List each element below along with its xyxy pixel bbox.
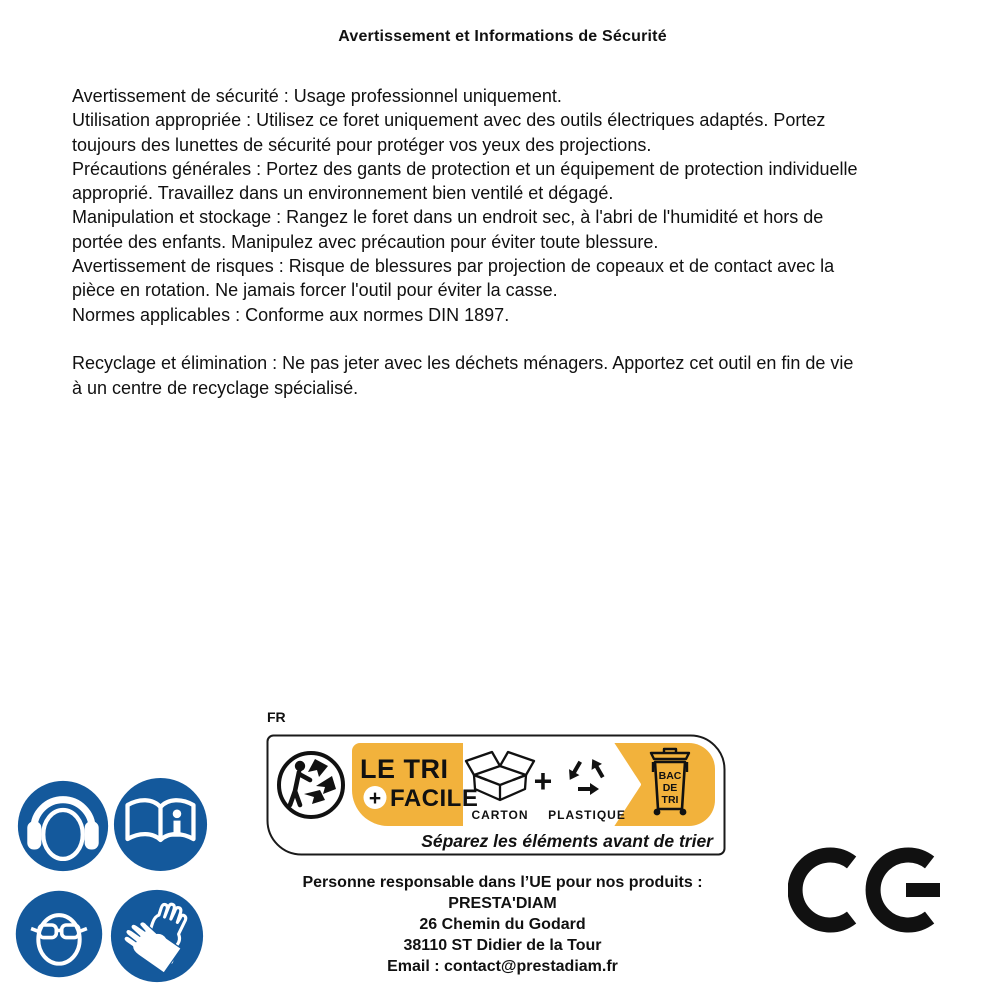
- bin-text-line: DE: [662, 782, 678, 794]
- body-line: Normes applicables : Conforme aux normes DIN 1897.: [72, 304, 510, 325]
- materials-plus: +: [533, 763, 553, 799]
- body-line: Recyclage et élimination : Ne pas jeter avec les déchets ménagers. Apportez cet outil en fin de vie: [72, 353, 854, 374]
- body-line: portée des enfants. Manipulez avec précaution pour éviter toute blessure.: [72, 231, 659, 252]
- company-name: PRESTA'DIAM: [448, 895, 557, 912]
- address-street: 26 Chemin du Godard: [419, 916, 586, 933]
- info-tri-label: [266, 734, 726, 856]
- body-line: Utilisation appropriée : Utilisez ce foret uniquement avec des outils électriques adaptés. Portez: [72, 110, 826, 131]
- bin-text-line: TRI: [661, 794, 679, 806]
- body-line: Précautions générales : Portez des gants de protection et un équipement de protection individuelle: [72, 158, 858, 179]
- address-city: 38110 ST Didier de la Tour: [403, 937, 602, 954]
- body-line: Avertissement de risques : Risque de blessures par projection de copeaux et de contact avec la: [72, 256, 835, 277]
- sorting-bin-icon: [651, 749, 689, 815]
- body-line: Manipulation et stockage : Rangez le foret dans un endroit sec, à l'abri de l'humidité et hors de: [72, 207, 824, 228]
- body-line: à un centre de recyclage spécialisé.: [72, 377, 359, 398]
- responsible-line: Personne responsable dans l’UE pour nos produits :: [302, 874, 703, 891]
- body-line: pièce en rotation. Ne jamais forcer l'outil pour éviter la casse.: [72, 280, 558, 301]
- headline-bottom: FACILE: [390, 785, 479, 812]
- page-title: Avertissement et Informations de Sécurité: [338, 28, 667, 45]
- safety-text-block: [72, 84, 858, 400]
- headline-top: LE TRI: [360, 754, 449, 784]
- sorting-note: Séparez les éléments avant de trier: [421, 831, 713, 851]
- read-instruction-manual-icon: [112, 776, 209, 873]
- headline-plus: +: [368, 787, 382, 810]
- body-line: toujours des lunettes de sécurité pour protéger vos yeux des projections.: [72, 134, 652, 155]
- region-code: FR: [267, 709, 286, 725]
- body-line: Avertissement de sécurité : Usage professionnel uniquement.: [72, 86, 562, 106]
- wear-ear-protection-icon: [16, 779, 110, 873]
- ce-marking-icon: [788, 838, 948, 944]
- body-line: approprié. Travaillez dans un environnement bien ventilé et dégagé.: [72, 183, 614, 204]
- material-left-label: CARTON: [471, 808, 529, 822]
- bin-text-line: BAC: [658, 770, 682, 782]
- contact-email: Email : contact@prestadiam.fr: [387, 958, 618, 975]
- body-line: [72, 327, 858, 351]
- material-right-label: PLASTIQUE: [548, 808, 626, 822]
